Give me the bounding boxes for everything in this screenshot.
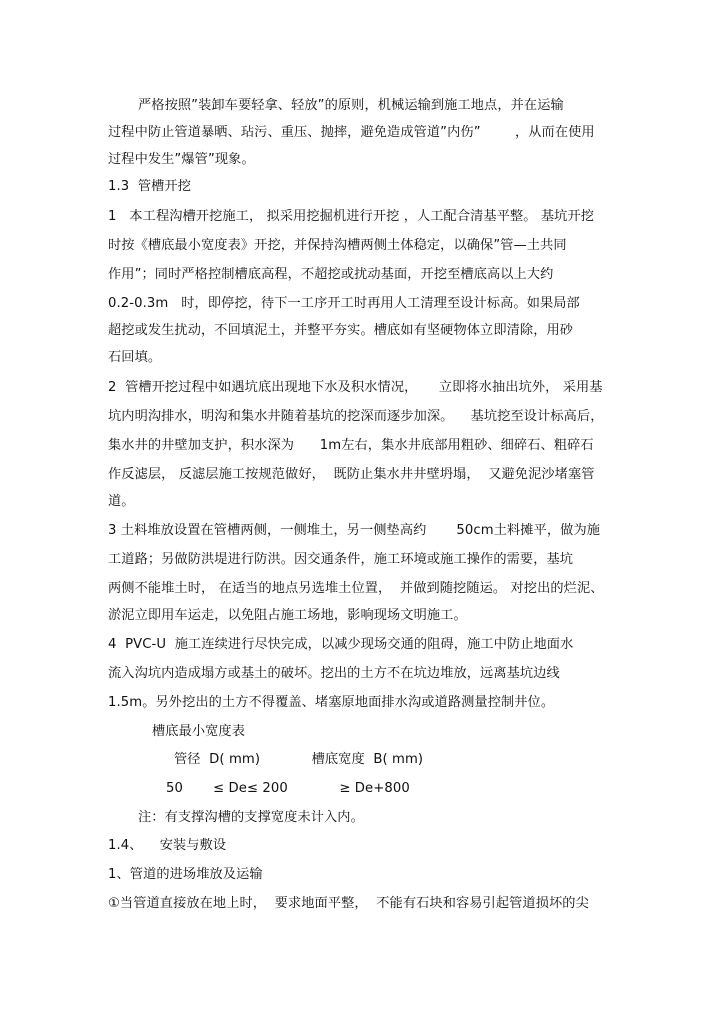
subsection-heading: 1、管道的进场堆放及运输 [108,867,263,882]
paragraph-line: 道。 [108,494,135,509]
paragraph-line: 2 管槽开挖过程中如遇坑底出现地下水及积水情况， 立即将水抽出坑外， 采用基 [108,380,603,395]
section-heading: 1.4、 安装与敷设 [108,838,227,853]
paragraph-line: 石回填。 [108,350,162,365]
paragraph-line: 过程中防止管道暴晒、玷污、重压、抛摔，避免造成管道”内伤” ，从而在使用 [108,125,595,140]
paragraph-line: 时按《槽底最小宽度表》开挖，并保持沟槽两侧土体稳定，以确保”管—土共同 [108,238,567,253]
paragraph-line: 两侧不能堆土时， 在适当的地点另选堆土位置， 并做到随挖随运。 对挖出的烂泥、 [108,581,604,596]
paragraph-line: 集水井的井壁加支护，积水深为 1m左右，集水井底部用粗砂、细碎石、粗碎石 [108,438,594,453]
table-note: 注：有支撑沟槽的支撑宽度未计入内。 [138,810,364,825]
paragraph-line: 作反滤层， 反滤层施工按规范做好， 既防止集水井井壁坍塌， 又避免泥沙堵塞管 [108,467,595,482]
paragraph-line: 0.2-0.3m 时，即停挖，待下一工序开工时再用人工清理至设计标高。如果局部 [108,296,580,311]
table-title: 槽底最小宽度表 [152,724,246,739]
paragraph-line: ①当管道直接放在地上时， 要求地面平整， 不能有石块和容易引起管道损坏的尖 [108,896,589,911]
paragraph-line: 淤泥立即用车运走，以免阻占施工场地，影响现场文明施工。 [108,608,467,623]
paragraph-line: 作用”；同时严格控制槽底高程，不超挖或扰动基面，开挖至槽底高以上大约 [108,267,554,282]
paragraph-line: 3 土料堆放设置在管槽两侧，一侧堆土，另一侧垫高约 50cm土料摊平，做为施 [108,523,601,538]
paragraph-line: 工道路；另做防洪堤进行防洪。因交通条件，施工环境或施工操作的需要，基坑 [108,552,574,567]
paragraph-line: 过程中发生”爆管”现象。 [108,152,255,167]
paragraph-line: 4 PVC-U 施工连续进行尽快完成，以减少现场交通的阻碍，施工中防止地面水 [108,637,574,652]
paragraph-line: 超挖或发生扰动，不回填泥土，并整平夯实。槽底如有坚硬物体立即清除，用砂 [108,323,574,338]
section-heading: 1.3 管槽开挖 [108,179,192,194]
paragraph-line: 1 本工程沟槽开挖施工， 拟采用挖掘机进行开挖 ，人工配合清基平整。 基坑开挖 [108,209,595,224]
table-header: 管径 D( mm) 槽底宽度 B( mm) [174,752,424,767]
paragraph-line: 1.5m。另外挖出的土方不得覆盖、堵塞原地面排水沟或道路测量控制井位。 [108,695,555,710]
paragraph-line: 坑内明沟排水，明沟和集水井随着基坑的挖深而逐步加深。 基坑挖至设计标高后， [108,409,604,424]
paragraph-line: 流入沟坑内造成塌方或基土的破坏。挖出的土方不在坑边堆放，远离基坑边线 [108,666,560,681]
table-row: 50 ≤ De≤ 200 ≥ De+800 [166,781,410,796]
paragraph-line: 严格按照”装卸车要轻拿、轻放”的原则，机械运输到施工地点，并在运输 [138,98,564,113]
